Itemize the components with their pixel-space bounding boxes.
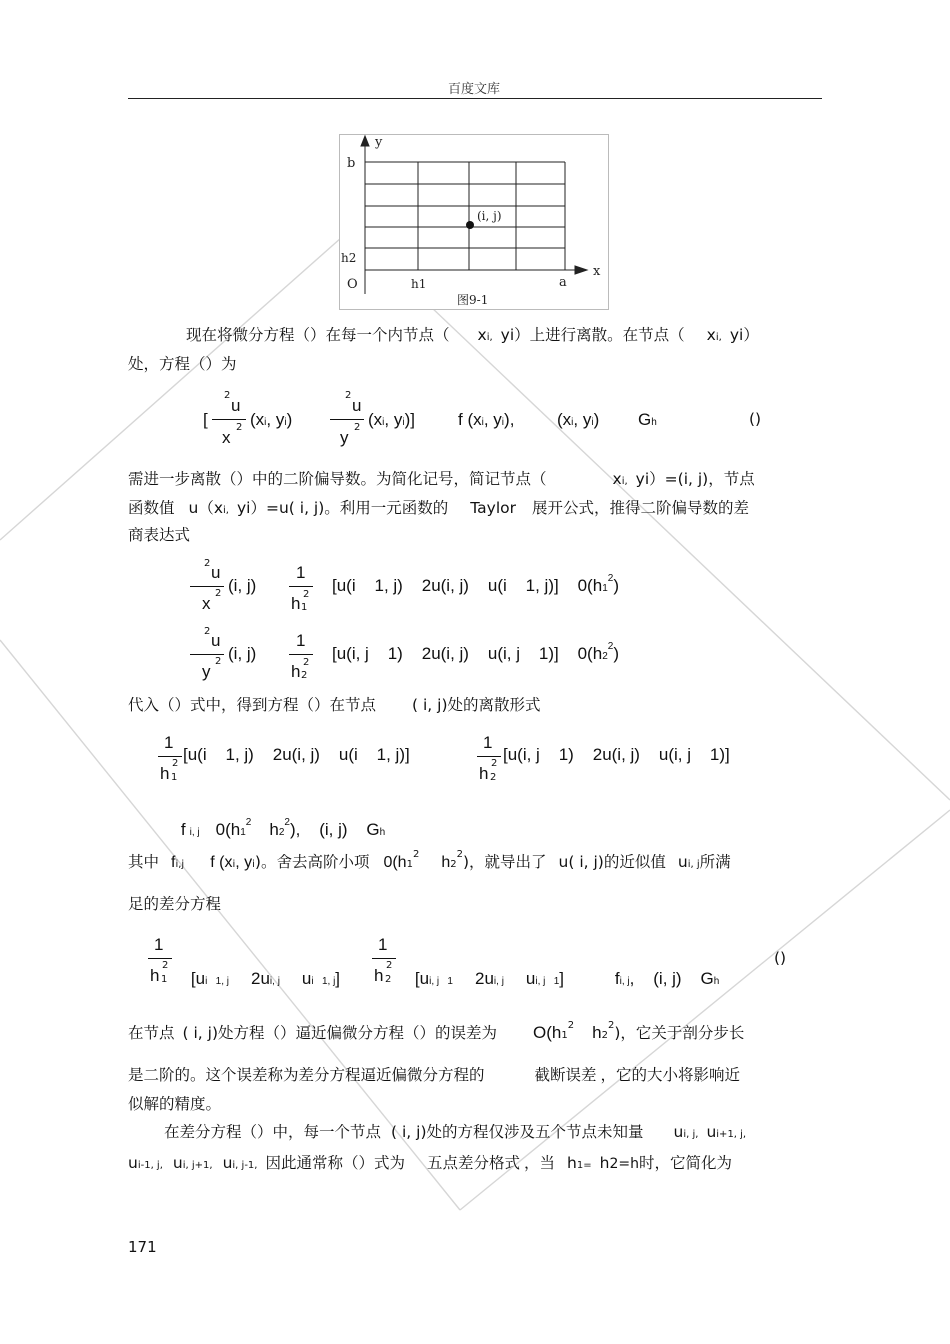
label-h2: h2: [341, 251, 357, 265]
para4-line2: 足的差分方程: [128, 895, 222, 913]
para5-line3: 似解的精度。: [128, 1095, 222, 1113]
para2-line1: 需进一步离散（）中的二阶偏导数。为简化记号，简记节点（ xi, yi）=(i, j)，节点: [128, 470, 755, 488]
para5-line2: 是二阶的。这个误差称为差分方程逼近偏微分方程的 截断误差 ，它的大小将影响近: [128, 1066, 741, 1084]
page-header-title: 百度文库: [448, 82, 501, 97]
point-label: (i, j): [477, 209, 502, 223]
axis-x-label: x: [593, 264, 601, 279]
figure-caption: 图9-1: [457, 293, 489, 307]
para6-line2: ui-1, j, ui, j+1, ui, j-1, 因此通常称（）式为 五点差分格式 ，当 h1= h2=h时，它简化为: [128, 1154, 732, 1172]
axis-y-label: y: [375, 135, 383, 150]
para2-line2: 函数值 u（xi, yi）=u( i, j)。利用一元函数的 Taylor 展开公式，推得二阶偏导数的差: [128, 499, 750, 517]
label-h1: h1: [411, 277, 427, 291]
para1-line2: 处，方程（）为: [128, 355, 237, 373]
node-point: [466, 221, 474, 229]
para2-line3: 商表达式: [128, 526, 191, 544]
label-origin: O: [347, 277, 358, 292]
page-number: 171: [128, 1238, 157, 1256]
para4-line1: 其中 fi,j f (xi, yi)。舍去高阶小项 $0(h1^2$ $h2^2$)，就导出了 u( i, j)的近似值 ui, j所满: [128, 849, 731, 871]
header-rule: [128, 98, 822, 99]
label-a: a: [559, 275, 567, 290]
grid-diagram: [339, 134, 609, 310]
para1-line1: 现在将微分方程（）在每一个内节点（ xi, yi）上进行离散。在节点（ xi, yi）: [186, 326, 759, 344]
para6-line1: 在差分方程（）中，每一个节点 ( i, j)处的方程仅涉及五个节点未知量 ui, j, ui+1, j,: [164, 1123, 747, 1141]
label-b: b: [347, 156, 356, 171]
grid-figure: [339, 134, 609, 310]
para3-line: 代入（）式中，得到方程（）在节点 ( i, j)处的离散形式: [128, 696, 541, 714]
para5-line1: 在节点 ( i, j)处方程（）逼近偏微分方程（）的误差为 $O(h1^2$ $h2^2$)，它关于剖分步长: [128, 1020, 745, 1042]
